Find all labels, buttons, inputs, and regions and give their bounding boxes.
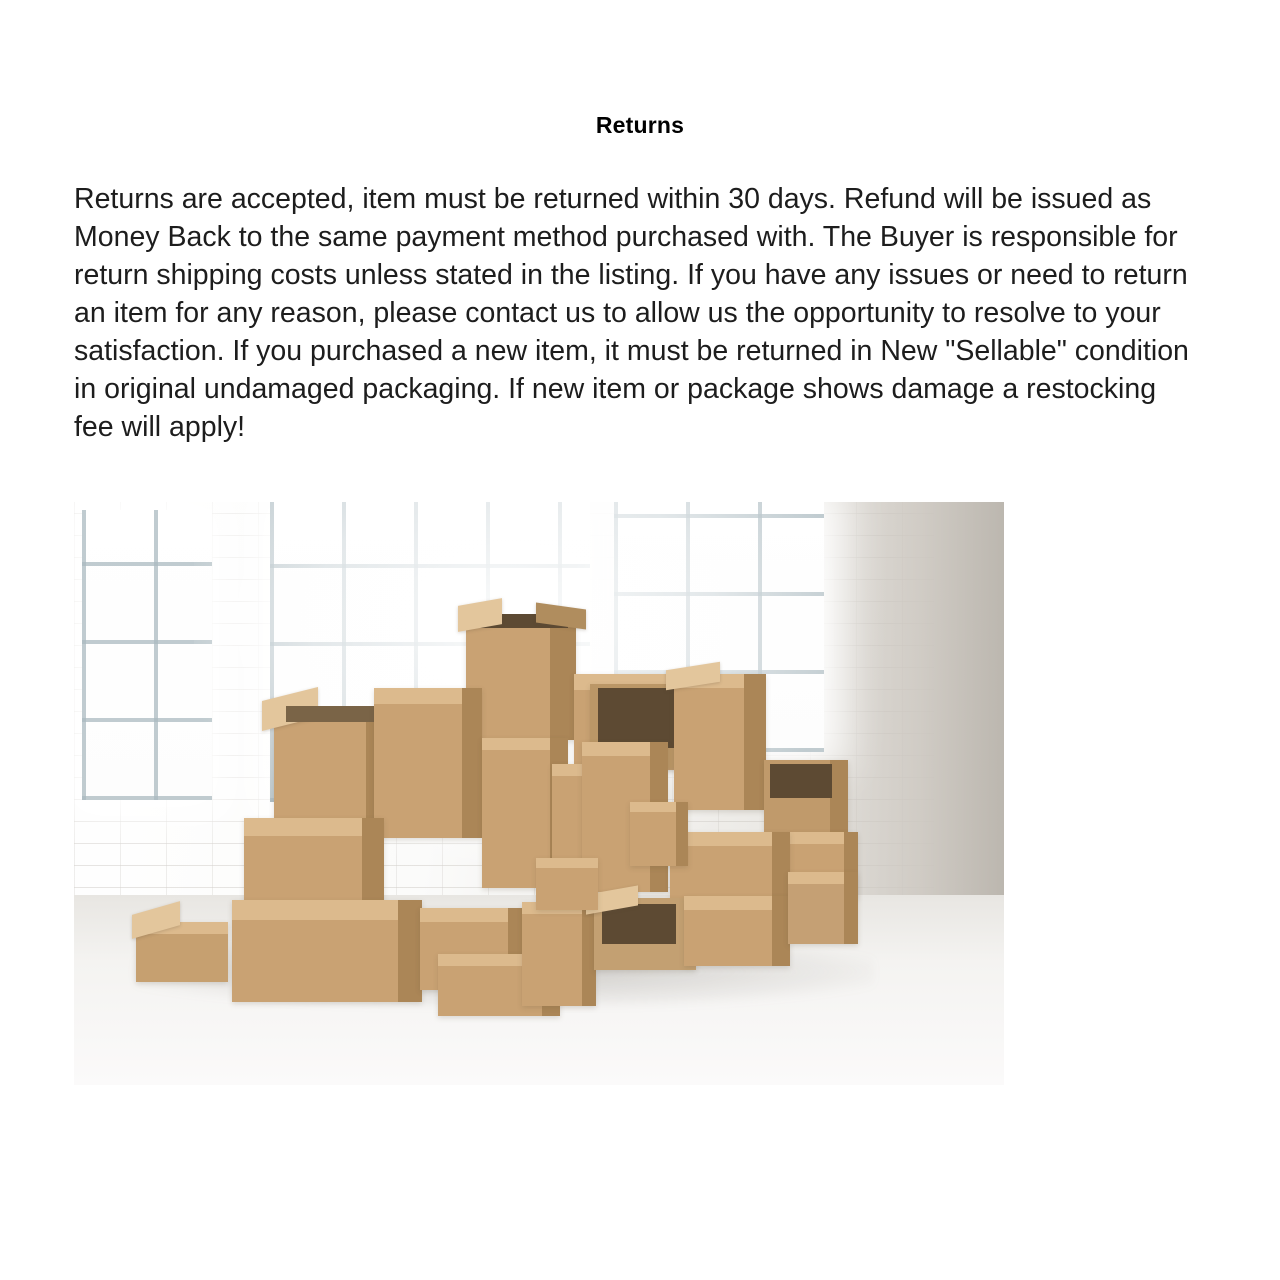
box-opening (770, 764, 832, 798)
photo-scene (74, 502, 1004, 1085)
cardboard-box (374, 688, 482, 838)
boxes-photo (74, 502, 1004, 1085)
box-opening (598, 688, 684, 748)
cardboard-box (232, 900, 422, 1002)
cardboard-box (536, 858, 598, 910)
box-opening (602, 904, 676, 944)
window-left (82, 510, 212, 800)
cardboard-box (522, 902, 596, 1006)
returns-policy-text: Returns are accepted, item must be returned within 30 days. Refund will be issued as Money Back to the same payment method purchased with. The Buyer is responsible for return shipping costs unless stated in the listing. If you have any issues or need to return an item for any reason, please contact us to allow us the opportunity to resolve to your satisfaction. If you purchased a new item, it must be returned in New "Sellable" condition in original undamaged packaging. If new item or package shows damage a restocking fee will apply! (74, 183, 1197, 443)
page-title: Returns (595, 112, 685, 138)
cardboard-box (670, 832, 790, 904)
cardboard-box (674, 674, 766, 810)
box-opening (286, 706, 380, 722)
cardboard-box (630, 802, 688, 866)
cardboard-box (466, 620, 576, 740)
cardboard-box (788, 872, 858, 944)
cardboard-box (684, 896, 790, 966)
